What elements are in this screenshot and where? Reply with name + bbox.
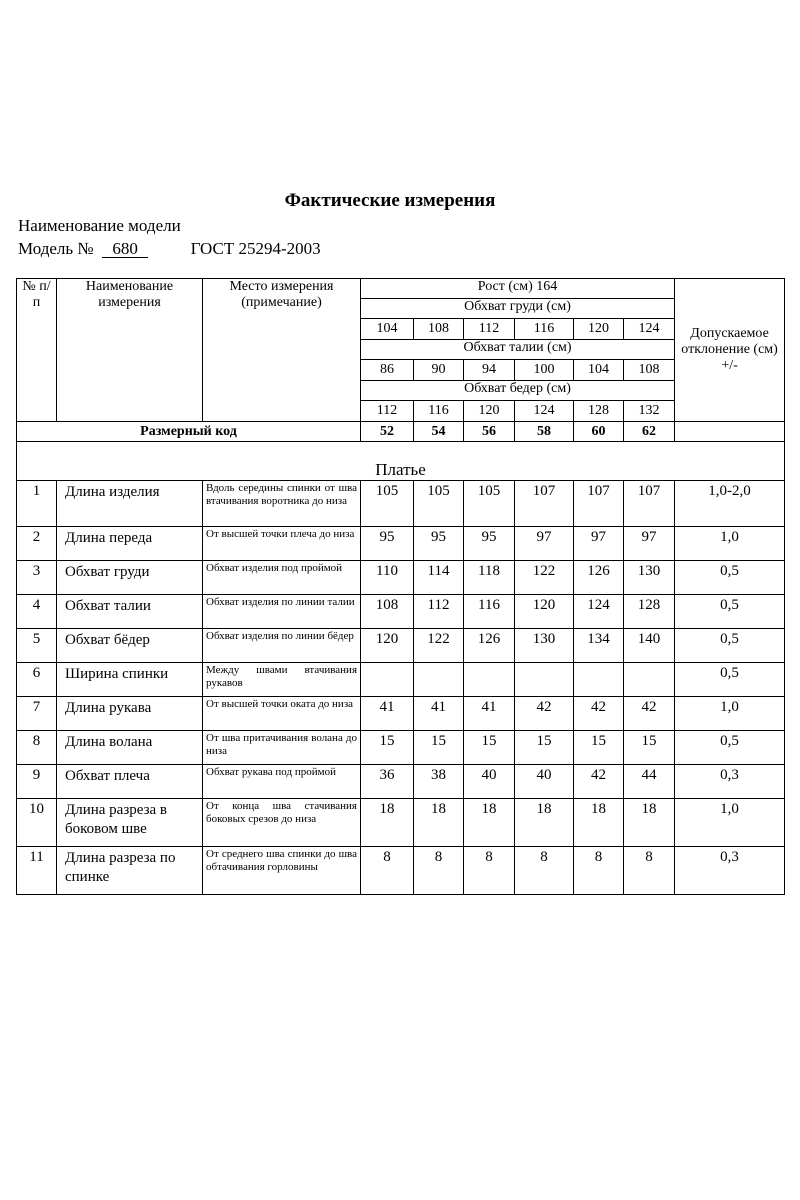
header-place: Место измерения (примечание): [203, 279, 361, 422]
measurement-value: 15: [624, 731, 675, 765]
hips-size-cell: 128: [574, 401, 624, 422]
measurement-value: 42: [515, 697, 574, 731]
measurement-place: От конца шва стачивания боковых срезов до низа: [203, 799, 361, 847]
size-code-label: Размерный код: [17, 422, 361, 442]
row-number: 8: [17, 731, 57, 765]
measurement-value: [515, 663, 574, 697]
section-label: Платье: [17, 442, 785, 481]
waist-size-cell: 108: [624, 360, 675, 381]
table-row: [17, 697, 785, 731]
measurement-value: [464, 663, 515, 697]
hips-size-cell: 112: [361, 401, 414, 422]
tolerance-value: 0,5: [675, 663, 785, 697]
measurement-value: 42: [624, 697, 675, 731]
row-number: 10: [17, 799, 57, 847]
row-number: 11: [17, 847, 57, 895]
measurement-name: Длина изделия: [57, 481, 203, 527]
measurement-value: 120: [515, 595, 574, 629]
row-number: 7: [17, 697, 57, 731]
hips-size-cell: 116: [414, 401, 464, 422]
measurement-value: [624, 663, 675, 697]
waist-size-cell: 86: [361, 360, 414, 381]
measurement-value: 18: [361, 799, 414, 847]
measurement-value: 124: [574, 595, 624, 629]
waist-size-cell: 94: [464, 360, 515, 381]
measurement-value: 40: [464, 765, 515, 799]
measurement-value: 95: [464, 527, 515, 561]
model-name-label: Наименование модели: [18, 216, 181, 235]
measurement-value: 95: [361, 527, 414, 561]
measurement-value: 114: [414, 561, 464, 595]
measurement-place: От среднего шва спинки до шва обтачивания горловины: [203, 847, 361, 895]
model-number: 680: [102, 241, 148, 258]
measurement-value: 40: [515, 765, 574, 799]
measurement-value: 118: [464, 561, 515, 595]
measurement-value: 105: [414, 481, 464, 527]
measurement-place: От высшей точки плеча до низа: [203, 527, 361, 561]
size-code-cell: 60: [574, 422, 624, 442]
tolerance-value: 0,5: [675, 595, 785, 629]
measurement-value: 107: [515, 481, 574, 527]
measurement-name: Длина волана: [57, 731, 203, 765]
tolerance-value: 1,0: [675, 697, 785, 731]
measurement-name: Обхват груди: [57, 561, 203, 595]
measurement-name: Длина разреза в боковом шве: [57, 799, 203, 847]
measurement-value: 95: [414, 527, 464, 561]
tolerance-value: 0,3: [675, 847, 785, 895]
measurement-value: 120: [361, 629, 414, 663]
model-label: Модель №: [18, 239, 94, 258]
section-row: [17, 442, 785, 481]
measurement-value: 42: [574, 765, 624, 799]
size-code-empty: [675, 422, 785, 442]
table-row: [17, 765, 785, 799]
measurement-name: Ширина спинки: [57, 663, 203, 697]
measurement-name: Длина переда: [57, 527, 203, 561]
table-row: [17, 561, 785, 595]
measurement-value: 122: [414, 629, 464, 663]
chest-size-cell: 120: [574, 319, 624, 340]
measurement-value: 107: [624, 481, 675, 527]
table-row: [17, 731, 785, 765]
size-code-cell: 56: [464, 422, 515, 442]
measurement-value: [414, 663, 464, 697]
waist-size-cell: 90: [414, 360, 464, 381]
measurement-value: 126: [464, 629, 515, 663]
measurement-value: 18: [464, 799, 515, 847]
measurement-value: 97: [624, 527, 675, 561]
measurement-value: 41: [464, 697, 515, 731]
chest-size-cell: 124: [624, 319, 675, 340]
document-title: Фактические измерения: [284, 190, 496, 211]
tolerance-value: 0,5: [675, 629, 785, 663]
measurement-value: 130: [624, 561, 675, 595]
measurement-value: 128: [624, 595, 675, 629]
measurement-value: [574, 663, 624, 697]
row-number: 9: [17, 765, 57, 799]
gost-label: ГОСТ 25294-2003: [190, 239, 321, 258]
size-code-row: [17, 422, 785, 442]
row-number: 6: [17, 663, 57, 697]
measurement-value: 18: [574, 799, 624, 847]
header-name: Наименование измерения: [57, 279, 203, 422]
tolerance-value: 1,0: [675, 527, 785, 561]
chest-size-cell: 116: [515, 319, 574, 340]
measurement-value: 15: [361, 731, 414, 765]
header-chest: Обхват груди (см): [361, 299, 675, 319]
size-code-cell: 62: [624, 422, 675, 442]
measurement-place: Обхват изделия по линии талии: [203, 595, 361, 629]
measurement-name: Длина рукава: [57, 697, 203, 731]
measurement-value: 15: [574, 731, 624, 765]
measurement-value: 116: [464, 595, 515, 629]
table-row: [17, 595, 785, 629]
measurement-value: 18: [624, 799, 675, 847]
measurement-value: 41: [361, 697, 414, 731]
measurement-value: 122: [515, 561, 574, 595]
measurement-place: Обхват изделия по линии бёдер: [203, 629, 361, 663]
size-code-cell: 58: [515, 422, 574, 442]
measurement-value: 15: [515, 731, 574, 765]
row-number: 1: [17, 481, 57, 527]
table-row: [17, 663, 785, 697]
measurement-value: 97: [515, 527, 574, 561]
measurement-place: Обхват изделия под проймой: [203, 561, 361, 595]
measurement-name: Обхват бёдер: [57, 629, 203, 663]
measurement-value: 8: [464, 847, 515, 895]
size-code-cell: 52: [361, 422, 414, 442]
waist-size-cell: 100: [515, 360, 574, 381]
hips-size-cell: 132: [624, 401, 675, 422]
measurement-value: 105: [361, 481, 414, 527]
measurement-name: Обхват плеча: [57, 765, 203, 799]
model-line: [18, 239, 321, 259]
measurement-value: 8: [624, 847, 675, 895]
hips-size-cell: 124: [515, 401, 574, 422]
chest-size-cell: 108: [414, 319, 464, 340]
measurement-value: 134: [574, 629, 624, 663]
measurement-value: 8: [414, 847, 464, 895]
row-number: 3: [17, 561, 57, 595]
measurement-value: 8: [574, 847, 624, 895]
tolerance-value: 0,5: [675, 561, 785, 595]
measurement-value: 112: [414, 595, 464, 629]
table-row: [17, 799, 785, 847]
measurement-value: 41: [414, 697, 464, 731]
measurement-value: 105: [464, 481, 515, 527]
tolerance-value: 1,0: [675, 799, 785, 847]
measurement-name: Длина разреза по спинке: [57, 847, 203, 895]
measurement-value: 97: [574, 527, 624, 561]
measurement-value: [361, 663, 414, 697]
measurement-name: Обхват талии: [57, 595, 203, 629]
measurement-value: 44: [624, 765, 675, 799]
chest-size-cell: 104: [361, 319, 414, 340]
measurement-value: 107: [574, 481, 624, 527]
header-num: № п/п: [17, 279, 57, 422]
table-row: [17, 847, 785, 895]
measurement-place: Между швами втачивания рукавов: [203, 663, 361, 697]
tolerance-value: 0,3: [675, 765, 785, 799]
measurement-value: 8: [361, 847, 414, 895]
table-row: [17, 527, 785, 561]
row-number: 4: [17, 595, 57, 629]
size-code-cell: 54: [414, 422, 464, 442]
row-number: 5: [17, 629, 57, 663]
header-hips: Обхват бедер (см): [361, 381, 675, 401]
measurement-place: Вдоль середины спинки от шва втачивания воротника до низа: [203, 481, 361, 527]
measurement-value: 18: [414, 799, 464, 847]
measurement-place: Обхват рукава под проймой: [203, 765, 361, 799]
header-height: Рост (см) 164: [361, 279, 675, 299]
measurement-value: 108: [361, 595, 414, 629]
table-row: [17, 629, 785, 663]
row-number: 2: [17, 527, 57, 561]
tolerance-value: 1,0-2,0: [675, 481, 785, 527]
measurement-value: 42: [574, 697, 624, 731]
waist-size-cell: 104: [574, 360, 624, 381]
measurement-value: 15: [464, 731, 515, 765]
chest-size-cell: 112: [464, 319, 515, 340]
measurement-value: 38: [414, 765, 464, 799]
measurement-value: 36: [361, 765, 414, 799]
measurement-value: 110: [361, 561, 414, 595]
table-row: [17, 481, 785, 527]
hips-size-cell: 120: [464, 401, 515, 422]
measurement-place: От высшей точки оката до низа: [203, 697, 361, 731]
header-tolerance: Допускаемое отклонение (см) +/-: [675, 279, 785, 422]
measurement-value: 126: [574, 561, 624, 595]
tolerance-value: 0,5: [675, 731, 785, 765]
measurement-value: 140: [624, 629, 675, 663]
measurement-value: 18: [515, 799, 574, 847]
measurement-value: 8: [515, 847, 574, 895]
measurement-value: 130: [515, 629, 574, 663]
measurement-place: От шва притачивания волана до низа: [203, 731, 361, 765]
measurement-value: 15: [414, 731, 464, 765]
header-waist: Обхват талии (см): [361, 340, 675, 360]
measurements-table: [16, 278, 785, 895]
